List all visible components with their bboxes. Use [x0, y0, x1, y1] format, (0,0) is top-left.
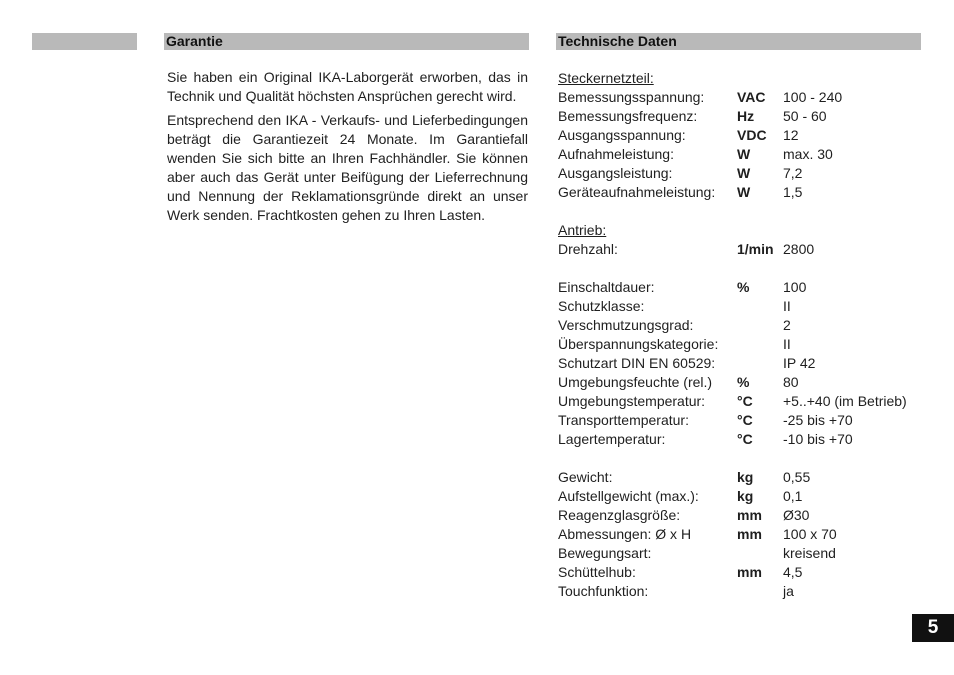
- spec-row: [558, 107, 938, 126]
- spec-label: Reagenzglasgröße:: [558, 507, 681, 523]
- betrieb-group: [558, 278, 938, 449]
- spec-unit: VDC: [737, 127, 767, 143]
- spec-row: [558, 145, 938, 164]
- spacer-row: [558, 202, 938, 221]
- spec-value: IP 42: [783, 355, 816, 371]
- header-bar-left: [32, 33, 137, 50]
- spec-unit: %: [737, 374, 750, 390]
- spec-unit: 1/min: [737, 241, 774, 257]
- spec-row: [558, 335, 938, 354]
- spec-row: [558, 563, 938, 582]
- spacer-row: [558, 259, 938, 278]
- spec-value: 100 - 240: [783, 89, 843, 105]
- spec-label: Bemessungsfrequenz:: [558, 108, 698, 124]
- spec-unit: Hz: [737, 108, 755, 124]
- spec-row: [558, 316, 938, 335]
- spec-unit: °C: [737, 393, 753, 409]
- garantie-paragraph-2: Entsprechend den IKA - Verkaufs- und Lieferbedingungen beträgt die Garantiezeit 24 Monate. Im Garantiefall wenden Sie sich bitte an Ihren Fachhändler. Sie können aber auch das Gerät unter Beifügung der Lieferrechnung und Nennung der Reklamationsgründe direkt an unser Werk senden. Frachtkosten gehen zu Ihren Lasten.: [167, 112, 528, 223]
- spec-row: [558, 392, 938, 411]
- spec-value: 1,5: [783, 184, 803, 200]
- spec-label: Bemessungsspannung:: [558, 89, 705, 105]
- garantie-header-bar: [164, 33, 529, 50]
- spec-value: Ø30: [783, 507, 810, 523]
- spec-unit: W: [737, 184, 751, 200]
- spec-label: Lagertemperatur:: [558, 431, 666, 447]
- spec-value: 2800: [783, 241, 815, 257]
- mechanik-group: [558, 468, 938, 601]
- steckernetzteil-heading: Steckernetzteil:: [558, 70, 654, 86]
- spec-unit: kg: [737, 469, 754, 485]
- spec-label: Geräteaufnahmeleistung:: [558, 184, 716, 200]
- spec-unit: W: [737, 146, 751, 162]
- spec-value: 4,5: [783, 564, 803, 580]
- antrieb-group: [558, 240, 938, 259]
- garantie-paragraph-1: Sie haben ein Original IKA-Laborgerät erworben, das in Technik und Qualität höchsten Ansprüchen gerecht wird.: [167, 69, 528, 104]
- spec-unit: %: [737, 279, 750, 295]
- spec-value: +5..+40 (im Betrieb): [783, 393, 907, 409]
- spec-row: [558, 240, 938, 259]
- spec-unit: kg: [737, 488, 754, 504]
- spec-label: Aufnahmeleistung:: [558, 146, 674, 162]
- spec-label: Schutzart DIN EN 60529:: [558, 355, 716, 371]
- spec-label: Schüttelhub:: [558, 564, 636, 580]
- spec-value: 7,2: [783, 165, 803, 181]
- spec-row: [558, 525, 938, 544]
- spec-row: [558, 468, 938, 487]
- spec-row: [558, 126, 938, 145]
- spec-row: [558, 297, 938, 316]
- antrieb-heading: Antrieb:: [558, 222, 607, 238]
- spec-label: Transporttemperatur:: [558, 412, 689, 428]
- section-heading-row: [558, 221, 938, 240]
- spec-unit: mm: [737, 526, 762, 542]
- spec-label: Bewegungsart:: [558, 545, 652, 561]
- spec-row: [558, 373, 938, 392]
- spec-label: Umgebungstemperatur:: [558, 393, 706, 409]
- spec-value: 0,1: [783, 488, 803, 504]
- spec-row: [558, 430, 938, 449]
- spec-value: max. 30: [783, 146, 833, 162]
- spec-value: kreisend: [783, 545, 836, 561]
- spec-row: [558, 487, 938, 506]
- spec-value: II: [783, 336, 791, 352]
- spec-value: 12: [783, 127, 799, 143]
- spec-row: [558, 88, 938, 107]
- spec-row: [558, 582, 938, 601]
- spec-label: Ausgangsspannung:: [558, 127, 686, 143]
- spec-label: Ausgangsleistung:: [558, 165, 673, 181]
- technische-daten-header-bar: [556, 33, 921, 50]
- spec-value: 2: [783, 317, 791, 333]
- spec-row: [558, 164, 938, 183]
- spec-label: Aufstellgewicht (max.):: [558, 488, 699, 504]
- spec-value: ja: [783, 583, 794, 599]
- technische-daten-table: [558, 69, 938, 601]
- spec-unit: °C: [737, 431, 753, 447]
- spec-unit: VAC: [737, 89, 766, 105]
- spec-label: Gewicht:: [558, 469, 613, 485]
- spec-unit: °C: [737, 412, 753, 428]
- spec-value: 100: [783, 279, 807, 295]
- garantie-title: Garantie: [166, 33, 223, 49]
- spec-row: [558, 278, 938, 297]
- spec-value: II: [783, 298, 791, 314]
- page-number: 5: [912, 614, 954, 642]
- spec-label: Abmessungen: Ø x H: [558, 526, 692, 542]
- spec-row: [558, 411, 938, 430]
- spec-unit: mm: [737, 564, 762, 580]
- spec-row: [558, 544, 938, 563]
- spec-row: [558, 506, 938, 525]
- spec-label: Umgebungsfeuchte (rel.): [558, 374, 713, 390]
- spec-label: Einschaltdauer:: [558, 279, 655, 295]
- spec-value: 0,55: [783, 469, 811, 485]
- spec-value: -10 bis +70: [783, 431, 853, 447]
- spec-row: [558, 354, 938, 373]
- steckernetzteil-group: [558, 88, 938, 202]
- spacer-row: [558, 449, 938, 468]
- spec-value: 80: [783, 374, 799, 390]
- technische-daten-title: Technische Daten: [558, 33, 677, 49]
- spec-label: Schutzklasse:: [558, 298, 645, 314]
- section-heading-row: [558, 69, 938, 88]
- spec-label: Überspannungskategorie:: [558, 336, 719, 352]
- spec-label: Touchfunktion:: [558, 583, 649, 599]
- spec-value: 100 x 70: [783, 526, 837, 542]
- spec-value: 50 - 60: [783, 108, 827, 124]
- spec-unit: W: [737, 165, 751, 181]
- spec-unit: mm: [737, 507, 762, 523]
- garantie-body: [167, 68, 528, 230]
- spec-row: [558, 183, 938, 202]
- spec-label: Verschmutzungsgrad:: [558, 317, 694, 333]
- spec-value: -25 bis +70: [783, 412, 853, 428]
- spec-label: Drehzahl:: [558, 241, 618, 257]
